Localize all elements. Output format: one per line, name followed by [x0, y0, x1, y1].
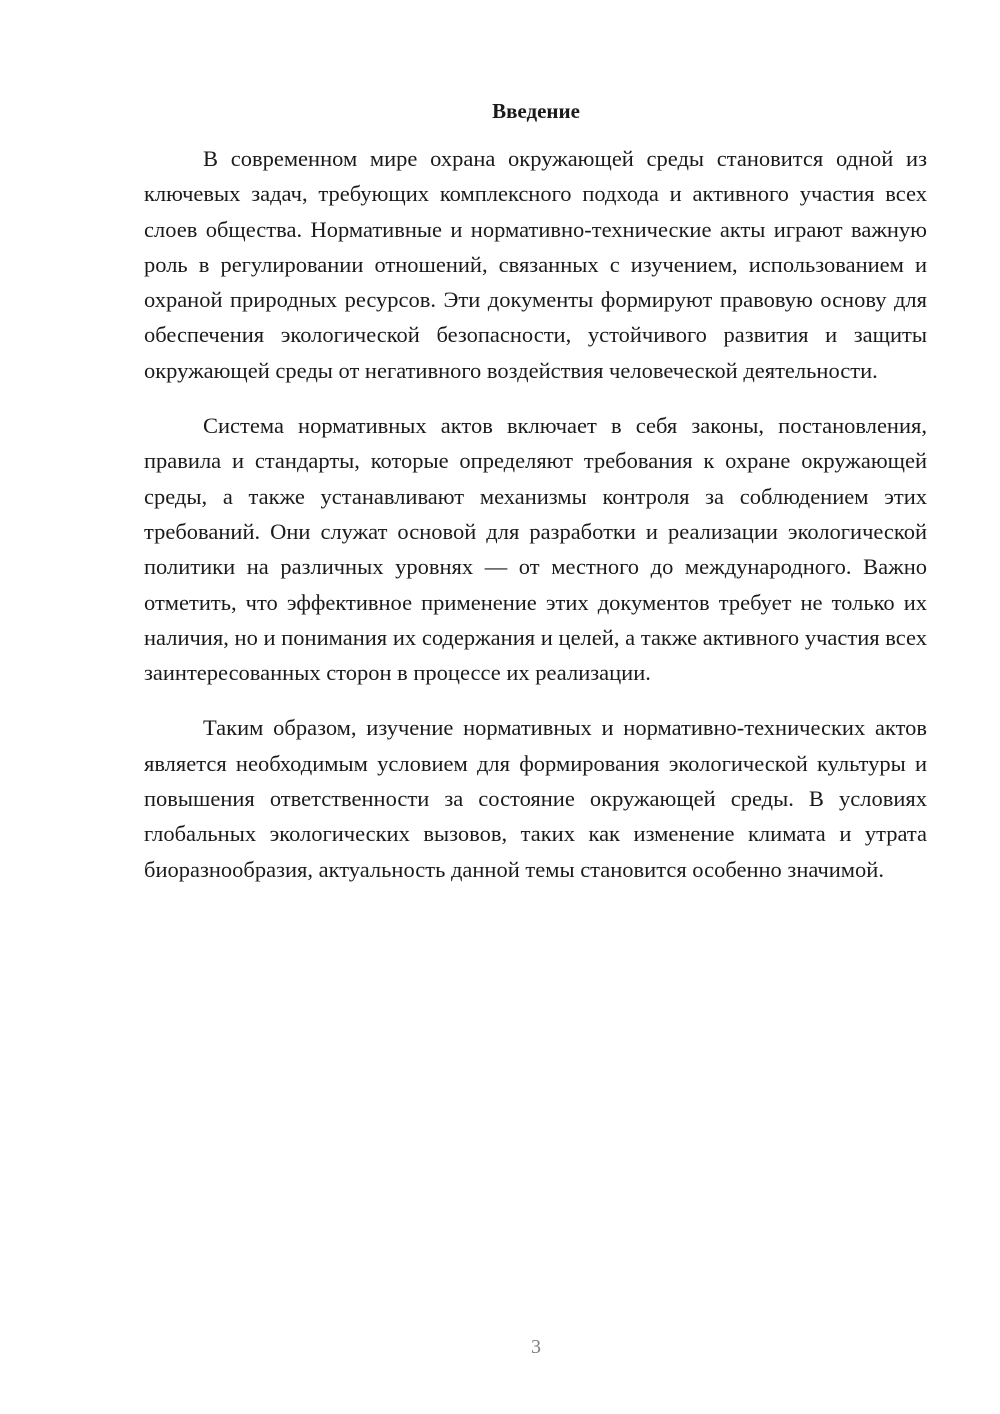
section-heading: Введение [492, 99, 580, 123]
paragraph-2: Система нормативных актов включает в себя законы, постановления, правила и стандарты, которые определяют требования к охране окружающей среды, а также устанавливают механизмы контроля за соблюдением этих требований. Они служат основой для разработки и реализации экологической политики на различных уровнях — от местного до международного. Важно отметить, что эффективное применение этих документов требует не только их наличия, но и понимания их содержания и целей, а также активного участия всех заинтересованных сторон в процессе их реализации. [144, 413, 927, 686]
body-text [144, 141, 927, 907]
page-number: 3 [531, 1336, 541, 1358]
paragraph-3: Таким образом, изучение нормативных и нормативно-технических актов является необходимым условием для формирования экологической культуры и повышения ответственности за состояние окружающей среды. В условиях глобальных экологических вызовов, таких как изменение климата и утрата биоразнообразия, актуальность данной темы становится особенно значимой. [144, 715, 927, 882]
paragraph-1: В современном мире охрана окружающей среды становится одной из ключевых задач, требующих комплексного подхода и активного участия всех слоев общества. Нормативные и нормативно-технические акты играют важную роль в регулировании отношений, связанных с изучением, использованием и охраной природных ресурсов. Эти документы формируют правовую основу для обеспечения экологической безопасности, устойчивого развития и защиты окружающей среды от негативного воздействия человеческой деятельности. [144, 146, 927, 383]
